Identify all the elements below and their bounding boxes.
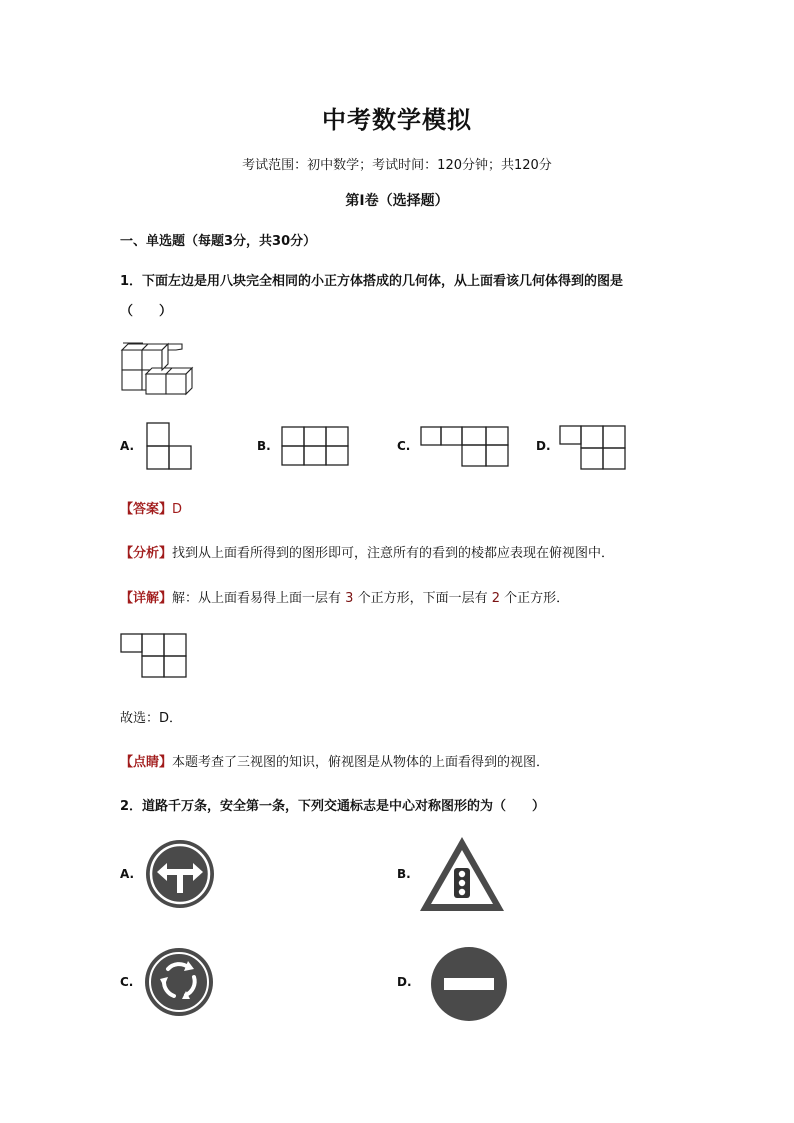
q1-solution-figure: [120, 633, 190, 679]
q1-option-b-label[interactable]: B.: [257, 439, 271, 453]
q1-option-d-label[interactable]: D.: [536, 439, 551, 453]
q1-analysis: [120, 542, 614, 561]
q2-option-c-sign[interactable]: [144, 947, 214, 1017]
q1-option-c-figure[interactable]: [420, 426, 512, 468]
detail-suffix: 个正方形．: [499, 591, 570, 606]
q2-option-b-label[interactable]: B.: [397, 867, 411, 881]
q1-option-b-figure[interactable]: [281, 426, 351, 466]
detail-tag: 【详解】: [120, 591, 173, 606]
comment-tag: 【点睛】: [120, 755, 173, 770]
q1-detail: [120, 587, 569, 606]
q1-comment: [120, 751, 549, 770]
q1-choice: 故选：D．: [120, 711, 183, 726]
q2-option-c-label[interactable]: C.: [120, 975, 134, 989]
section-heading: 一、单选题（每题3分，共30分）: [120, 234, 317, 249]
q2-option-a-sign[interactable]: [145, 839, 215, 909]
q1-cube-figure: [119, 343, 191, 397]
q1-option-d-figure[interactable]: [559, 425, 629, 471]
detail-mid: 个正方形，下面一层有: [353, 591, 492, 606]
analysis-tag: 【分析】: [120, 546, 173, 561]
page-title: 中考数学模拟: [322, 106, 472, 134]
part-heading: 第Ⅰ卷（选择题）: [345, 193, 449, 209]
q2-option-a-label[interactable]: A.: [120, 867, 135, 881]
q2-option-d-sign[interactable]: [430, 946, 508, 1022]
q1-option-a-label[interactable]: A.: [120, 439, 135, 453]
analysis-text: 找到从上面看所得到的图形即可，注意所有的看到的棱都应表现在俯视图中．: [172, 546, 615, 561]
q2-option-b-sign[interactable]: [418, 834, 506, 914]
detail-prefix: 解：从上面看易得上面一层有: [172, 591, 346, 606]
q1-stem-line2: （ ）: [120, 304, 173, 319]
q2-option-d-label[interactable]: D.: [397, 975, 412, 989]
answer-value: D: [172, 502, 183, 517]
detail-num2: 2: [491, 591, 500, 606]
q1-option-a-figure[interactable]: [146, 422, 192, 470]
detail-num1: 3: [345, 591, 354, 606]
comment-text: 本题考查了三视图的知识，俯视图是从物体的上面看得到的视图．: [172, 755, 550, 770]
q2-stem: 2．道路千万条，安全第一条，下列交通标志是中心对称图形的为（ ）: [120, 799, 546, 814]
q1-stem-line1: 1．下面左边是用八块完全相同的小正方体搭成的几何体，从上面看该几何体得到的图是: [120, 274, 624, 289]
q1-answer: [120, 498, 182, 517]
exam-info: 考试范围：初中数学；考试时间：120分钟；共120分: [242, 158, 552, 173]
q1-option-c-label[interactable]: C.: [397, 439, 411, 453]
answer-tag: 【答案】: [120, 502, 173, 517]
